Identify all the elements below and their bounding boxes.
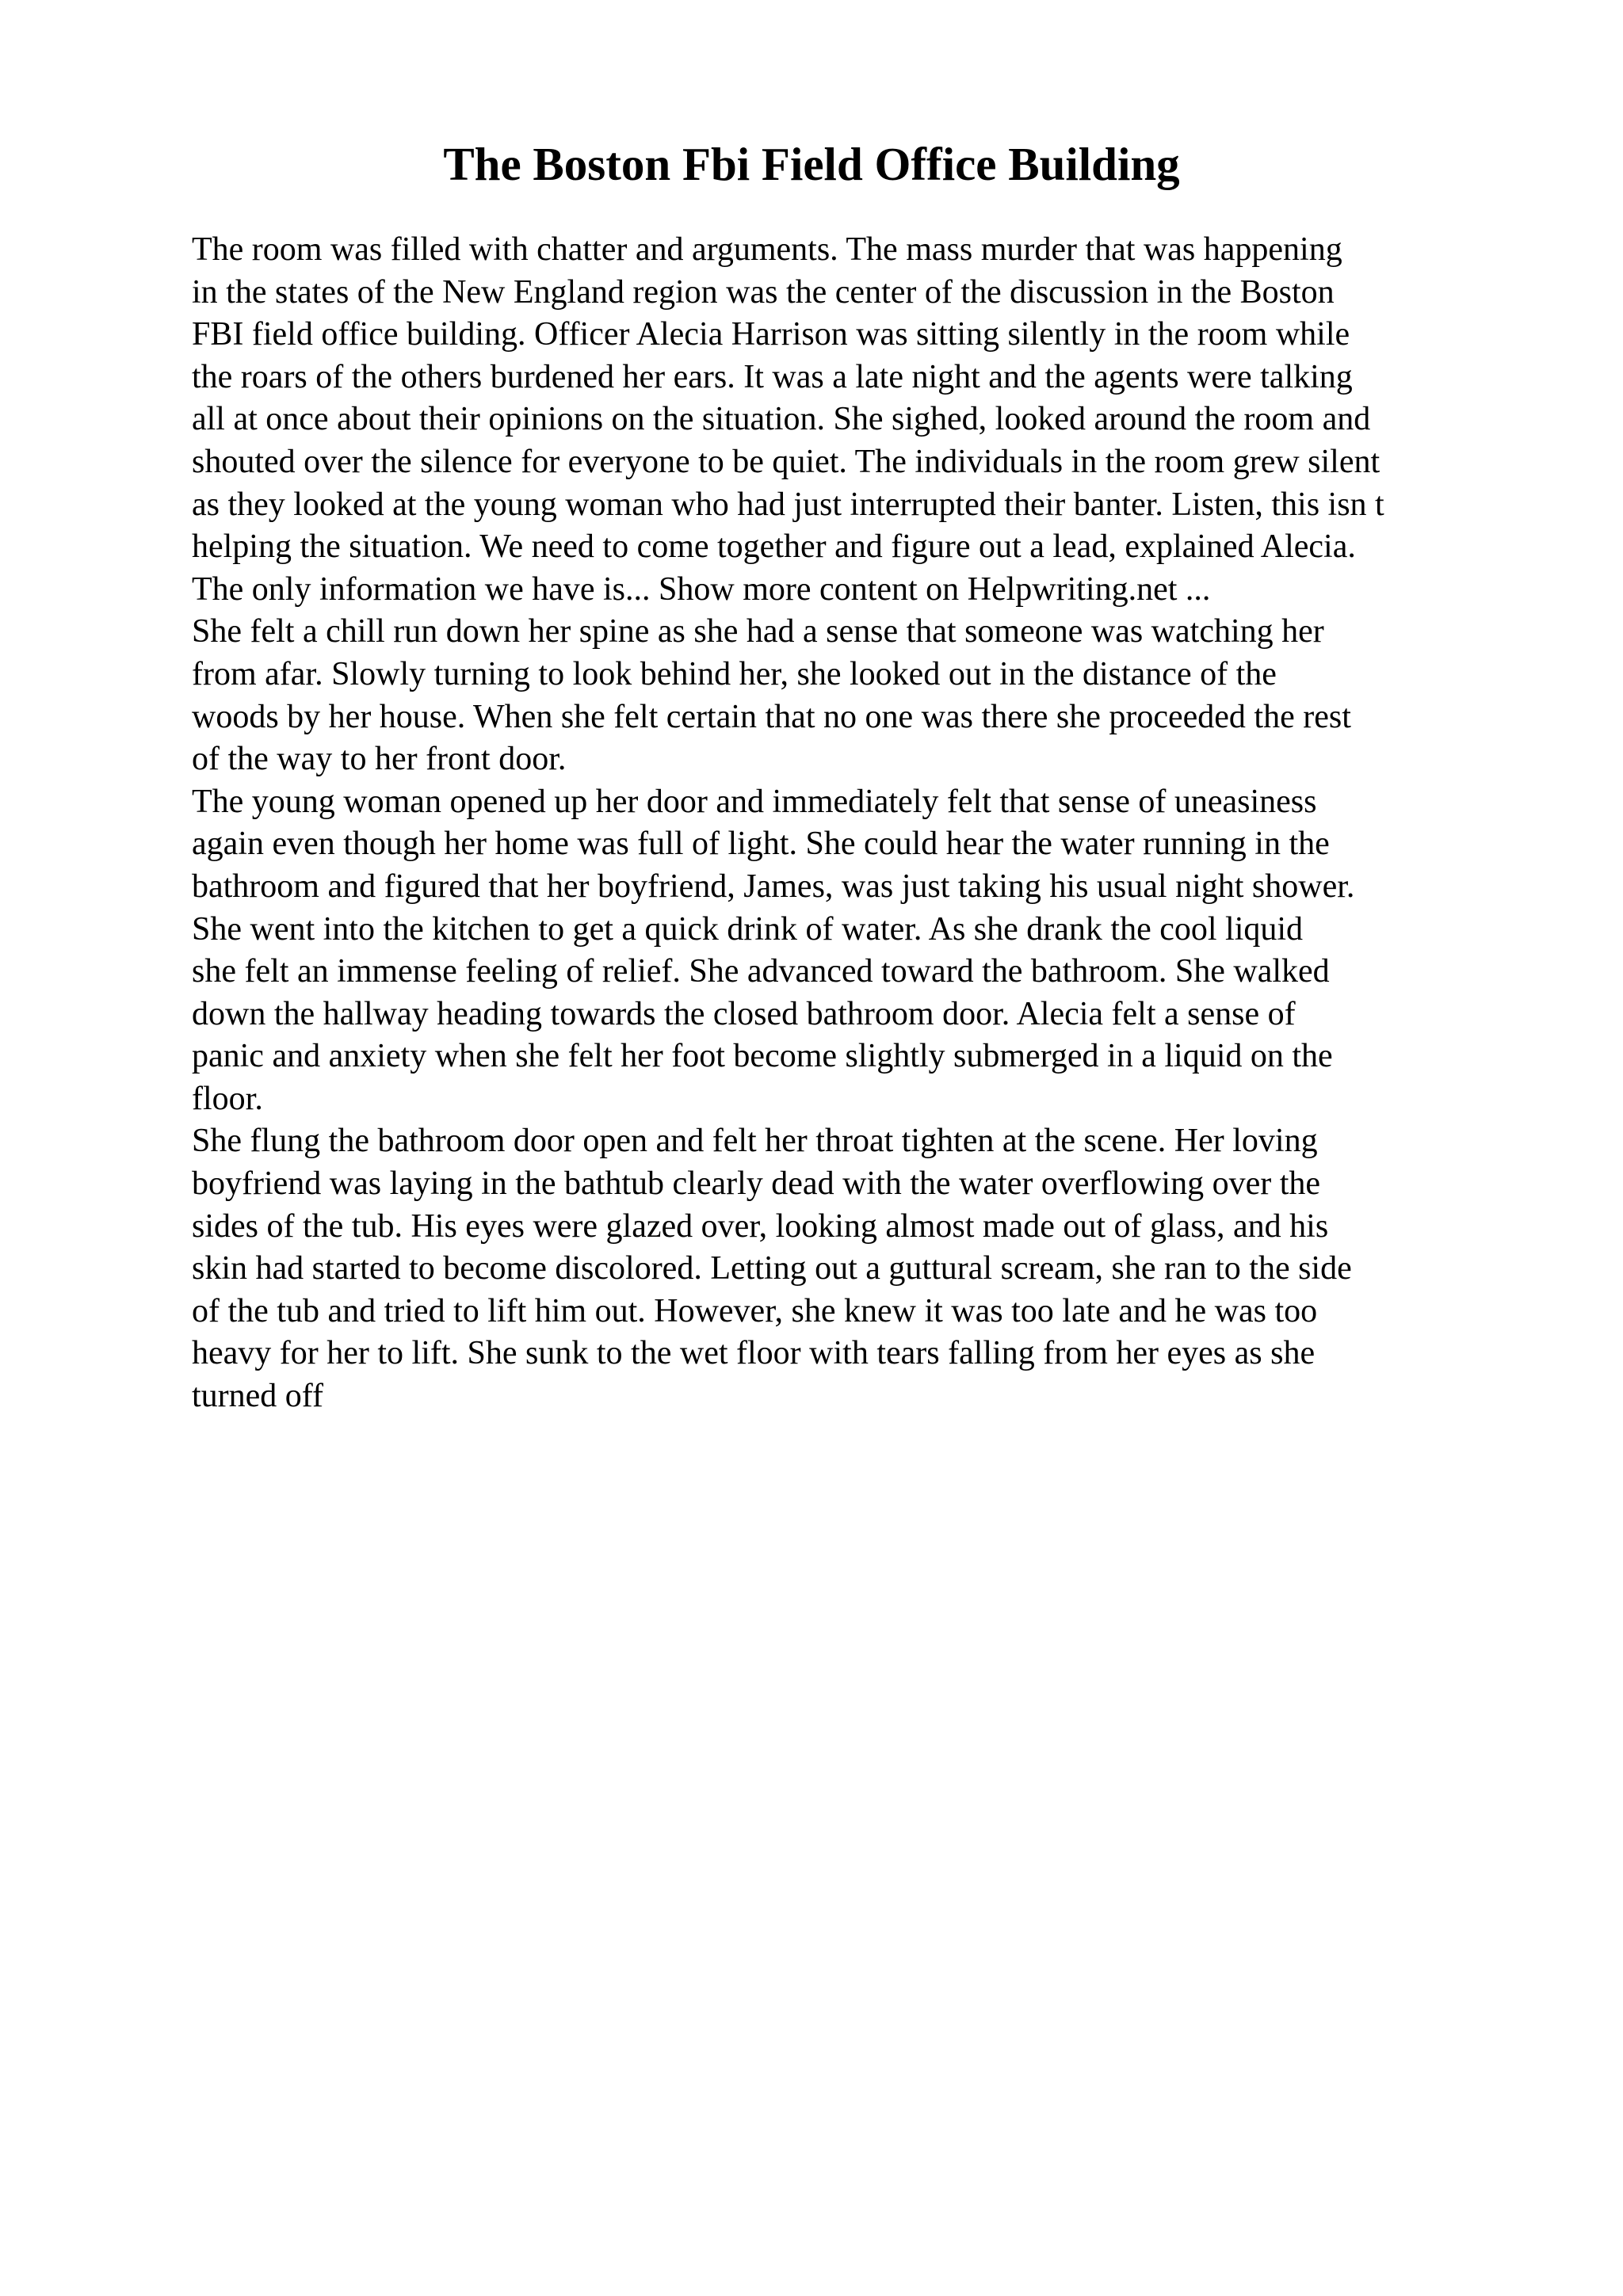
text-line: as they looked at the young woman who had just interrupted their banter. Listen, this isn t	[192, 486, 1384, 523]
text-line: She flung the bathroom door open and felt her throat tighten at the scene. Her loving	[192, 1123, 1318, 1160]
text-line: of the tub and tried to lift him out. However, she knew it was too late and he was too	[192, 1292, 1318, 1329]
document-body	[192, 229, 1555, 1418]
text-line: She felt a chill run down her spine as she had a sense that someone was watching her	[192, 613, 1324, 650]
text-line: she felt an immense feeling of relief. She advanced toward the bathroom. She walked	[192, 953, 1330, 990]
text-line: helping the situation. We need to come together and figure out a lead, explained Alecia.	[192, 528, 1356, 566]
document-title: The Boston Fbi Field Office Building	[443, 138, 1180, 190]
text-line: from afar. Slowly turning to look behind her, she looked out in the distance of the	[192, 655, 1277, 692]
text-line: woods by her house. When she felt certain that no one was there she proceeded the rest	[192, 698, 1351, 735]
text-line: in the states of the New England region was the center of the discussion in the Boston	[192, 273, 1335, 311]
text-line: panic and anxiety when she felt her foot become slightly submerged in a liquid on the	[192, 1038, 1333, 1075]
text-line: FBI field office building. Officer Alecia Harrison was sitting silently in the room while	[192, 316, 1350, 353]
text-line: skin had started to become discolored. Letting out a guttural scream, she ran to the side	[192, 1250, 1352, 1287]
text-line: The only information we have is... Show more content on Helpwriting.net ...	[192, 570, 1211, 608]
text-line: the roars of the others burdened her ears. It was a late night and the agents were talking	[192, 358, 1353, 395]
text-line: She went into the kitchen to get a quick drink of water. As she drank the cool liquid	[192, 910, 1304, 948]
text-line: The young woman opened up her door and immediately felt that sense of uneasiness	[192, 783, 1317, 820]
text-line: boyfriend was laying in the bathtub clearly dead with the water overflowing over the	[192, 1165, 1321, 1203]
text-line: The room was filled with chatter and arguments. The mass murder that was happening	[192, 231, 1342, 268]
text-line: turned off	[192, 1378, 324, 1415]
text-line: all at once about their opinions on the situation. She sighed, looked around the room and	[192, 401, 1371, 438]
text-line: heavy for her to lift. She sunk to the wet floor with tears falling from her eyes as she	[192, 1335, 1316, 1372]
text-line: floor.	[192, 1080, 263, 1117]
text-line: bathroom and figured that her boyfriend, James, was just taking his usual night shower.	[192, 868, 1355, 905]
text-line: of the way to her front door.	[192, 741, 567, 778]
text-line: again even though her home was full of light. She could hear the water running in the	[192, 826, 1330, 863]
text-line: shouted over the silence for everyone to be quiet. The individuals in the room grew silent	[192, 443, 1381, 480]
text-line: sides of the tub. His eyes were glazed over, looking almost made out of glass, and his	[192, 1207, 1329, 1245]
text-line: down the hallway heading towards the closed bathroom door. Alecia felt a sense of	[192, 995, 1296, 1032]
